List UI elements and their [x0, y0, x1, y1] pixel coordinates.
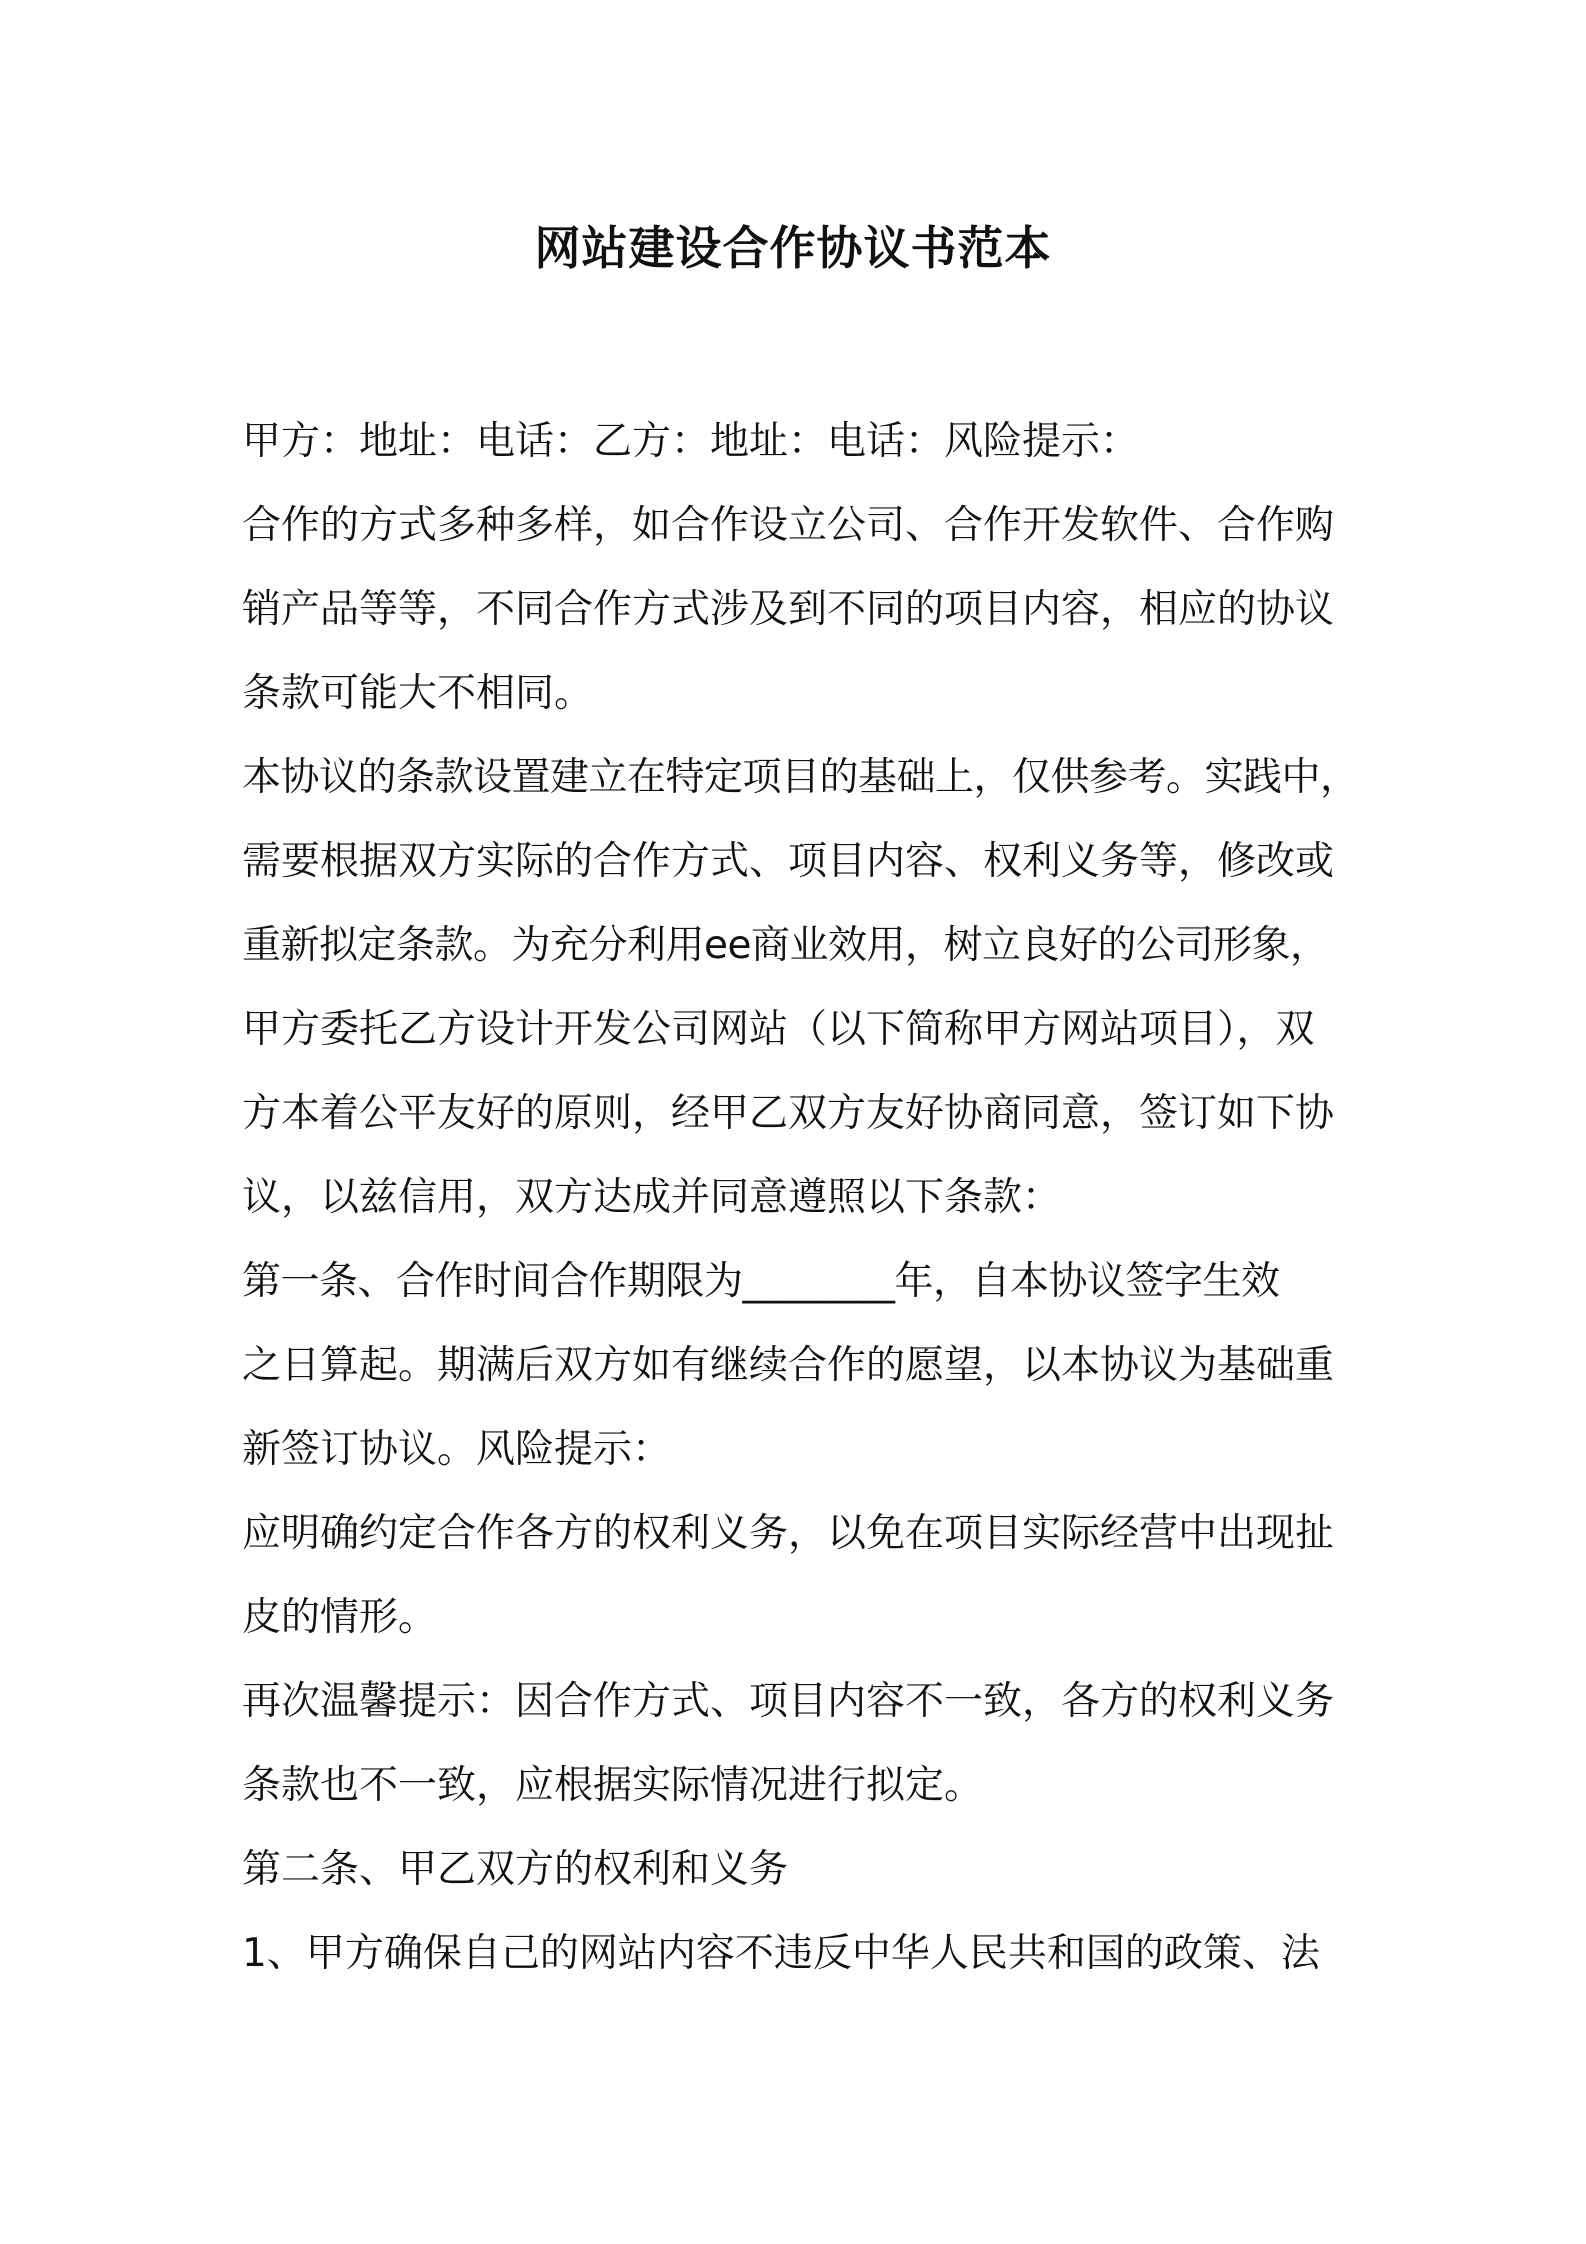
paragraph-line: 本协议的条款设置建立在特定项目的基础上，仅供参考。实践中， — [242, 755, 1359, 800]
paragraph-line: 议，以兹信用，双方达成并同意遵照以下条款： — [242, 1175, 1062, 1220]
paragraph-line: 皮的情形。 — [242, 1595, 438, 1640]
paragraph-line: 甲方：地址：电话：乙方：地址：电话：风险提示： — [242, 419, 1140, 464]
document-body — [242, 400, 1362, 1996]
document-title: 网站建设合作协议书范本 — [534, 221, 1052, 275]
paragraph-line: 第一条、合作时间合作期限为________年，自本协议签字生效 — [242, 1259, 1280, 1304]
paragraph-line: 应明确约定合作各方的权利义务，以免在项目实际经营中出现扯 — [242, 1511, 1335, 1556]
paragraph-line: 新签订协议。风险提示： — [242, 1427, 672, 1472]
paragraph-line: 销产品等等，不同合作方式涉及到不同的项目内容，相应的协议 — [242, 587, 1335, 632]
paragraph-line: 重新拟定条款。为充分利用ee商业效用，树立良好的公司形象， — [242, 923, 1329, 968]
paragraph-line: 条款可能大不相同。 — [242, 671, 594, 716]
paragraph-line: 需要根据双方实际的合作方式、项目内容、权利义务等，修改或 — [242, 839, 1335, 884]
paragraph-line: 再次温馨提示：因合作方式、项目内容不一致，各方的权利义务 — [242, 1679, 1335, 1724]
paragraph-line: 合作的方式多种多样，如合作设立公司、合作开发软件、合作购 — [242, 503, 1335, 548]
paragraph-line: 条款也不一致，应根据实际情况进行拟定。 — [242, 1763, 984, 1808]
paragraph-line: 第二条、甲乙双方的权利和义务 — [242, 1847, 789, 1892]
paragraph-line: 1、甲方确保自己的网站内容不违反中华人民共和国的政策、法 — [242, 1931, 1320, 1976]
paragraph-line: 甲方委托乙方设计开发公司网站（以下简称甲方网站项目），双 — [242, 1007, 1315, 1052]
paragraph-line: 之日算起。期满后双方如有继续合作的愿望，以本协议为基础重 — [242, 1343, 1335, 1388]
paragraph-line: 方本着公平友好的原则，经甲乙双方友好协商同意，签订如下协 — [242, 1091, 1335, 1136]
